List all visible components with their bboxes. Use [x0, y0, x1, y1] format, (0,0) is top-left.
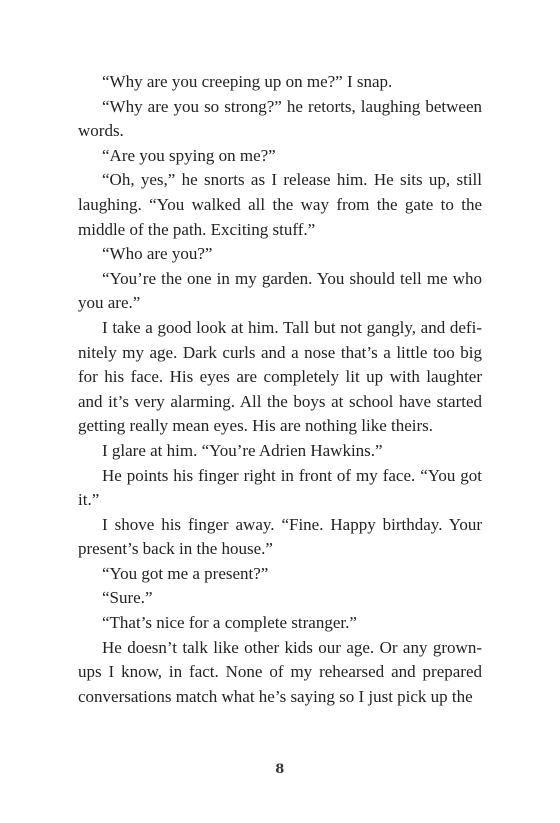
page-number: 8 [275, 762, 285, 777]
paragraph: He points his finger right in front of my face. “You got it.” [78, 465, 482, 510]
paragraph: “That’s nice for a complete stranger.” [102, 613, 357, 633]
paragraph: “Sure.” [102, 588, 153, 608]
paragraph: He doesn’t talk like other kids our age. Or any grownups I know, in fact. None of my rehearsed and prepared conversations match what he’s saying so I just pick up the [78, 637, 482, 706]
paragraph: I glare at him. “You’re Adrien Hawkins.” [102, 440, 383, 460]
paragraph: “Why are you creeping up on me?” I snap. [102, 72, 393, 91]
paragraph: “Oh, yes,” he snorts as I release him. He sits up, still laughing. “You walked all the way from the gate to the middle of the path. Exciting stuff.” [78, 170, 482, 239]
page-body [78, 70, 482, 709]
paragraph: “You got me a present?” [102, 563, 269, 583]
paragraph: I shove his finger away. “Fine. Happy birthday. Your present’s back in the house.” [78, 514, 482, 559]
paragraph: “You’re the one in my garden. You should tell me who you are.” [78, 268, 482, 313]
paragraph: I take a good look at him. Tall but not gangly, and definitely my age. Dark curls and a nose that’s a little too big for his face. His eyes are completely lit up with laughter and it’s very alarming. All the boys at school have started getting really mean eyes. His are nothing like theirs. [78, 317, 482, 436]
paragraph: “Are you spying on me?” [102, 145, 276, 165]
paragraph: “Why are you so strong?” he retorts, laughing between words. [78, 96, 482, 141]
paragraph: “Who are you?” [102, 244, 213, 264]
